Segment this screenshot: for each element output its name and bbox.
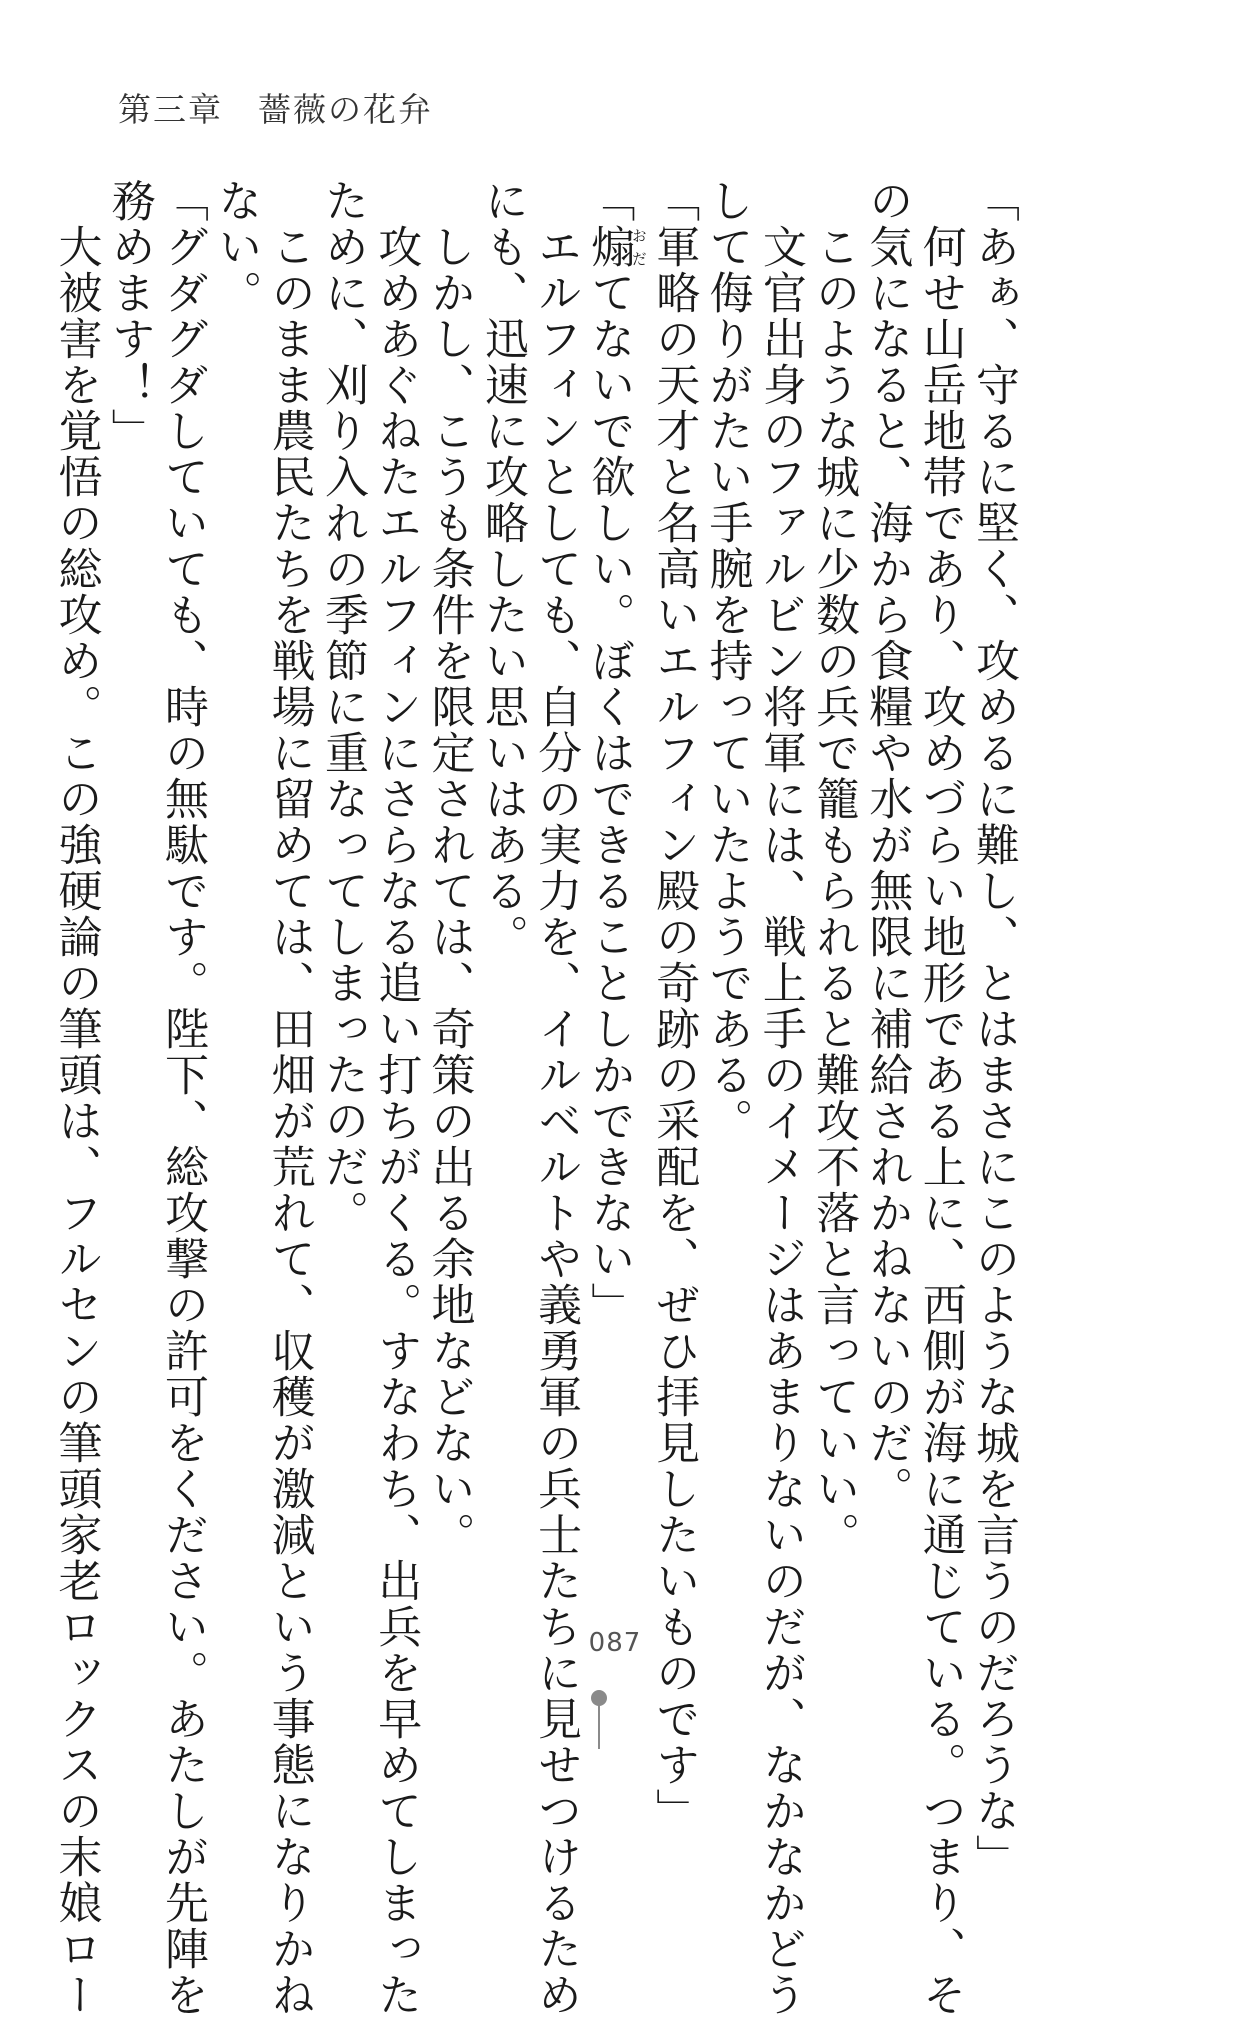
text-line: ために、刈り入れの季節に重なってしまったのだ。 xyxy=(316,178,368,1236)
text-line: 大被害を覚悟の総攻め。この強硬論の筆頭は、フルセンの筆頭家老ロックスの末娘ロー xyxy=(50,178,102,2018)
text-line: の気になると、海から食糧や水が無限に補給されかねないのだ。 xyxy=(861,178,913,1512)
running-title: 第三章 薔薇の花弁 xyxy=(118,90,433,129)
text-line: 何せ山岳地帯であり、攻めづらい地形である上に、西側が海に通じている。つまり、そ xyxy=(914,178,966,2018)
text-line: ない。 xyxy=(210,178,262,316)
text-line: 「軍略の天才と名高いエルフィン殿の奇跡の采配を、ぜひ拝見したいものです」 xyxy=(648,178,700,1834)
page-number: 087 xyxy=(588,1628,642,1658)
ruby-word xyxy=(583,224,648,270)
text-line: して侮りがたい手腕を持っていたようである。 xyxy=(701,178,753,1144)
ruby-reading: おだ xyxy=(629,224,648,270)
text-line: にも、迅速に攻略したい思いはある。 xyxy=(476,178,528,960)
page-marker-line xyxy=(598,1705,600,1749)
ruby-line-rest: てないで欲しい。ぼくはできることしかできない」 xyxy=(583,270,635,1328)
text-line: エルフィンとしても、自分の実力を、イルベルトや義勇軍の兵士たちに見せつけるため xyxy=(530,178,582,2018)
text-line: しかし、こうも条件を限定されては、奇策の出る余地などない。 xyxy=(423,178,475,1558)
text-line: 文官出身のファルビン将軍には、戦上手のイメージはあまりないのだが、なかなかどう xyxy=(754,178,806,2018)
text-line: このまま農民たちを戦場に留めては、田畑が荒れて、収穫が激減という事態になりかね xyxy=(263,178,315,2018)
text-line: 攻めあぐねたエルフィンにさらなる追い打ちがくる。すなわち、出兵を早めてしまった xyxy=(370,178,422,2018)
text-line: 「あぁ、守るに堅く、攻めるに難し、とはまさにこのような城を言うのだろうな」 xyxy=(968,178,1019,1880)
text-line: このような城に少数の兵で籠もられると難攻不落と言っていい。 xyxy=(808,178,860,1558)
text-line-ruby: 「煽おだてないで欲しい。ぼくはできることしかできない」 xyxy=(583,178,648,1328)
text-line: 務めます！」 xyxy=(103,178,155,454)
text-line: 「グダグダしていても、時の無駄です。陛下、総攻撃の許可をください。あたしが先陣を xyxy=(157,178,209,2018)
page-marker-dot xyxy=(591,1690,607,1706)
ruby-base: 煽 xyxy=(583,224,635,270)
